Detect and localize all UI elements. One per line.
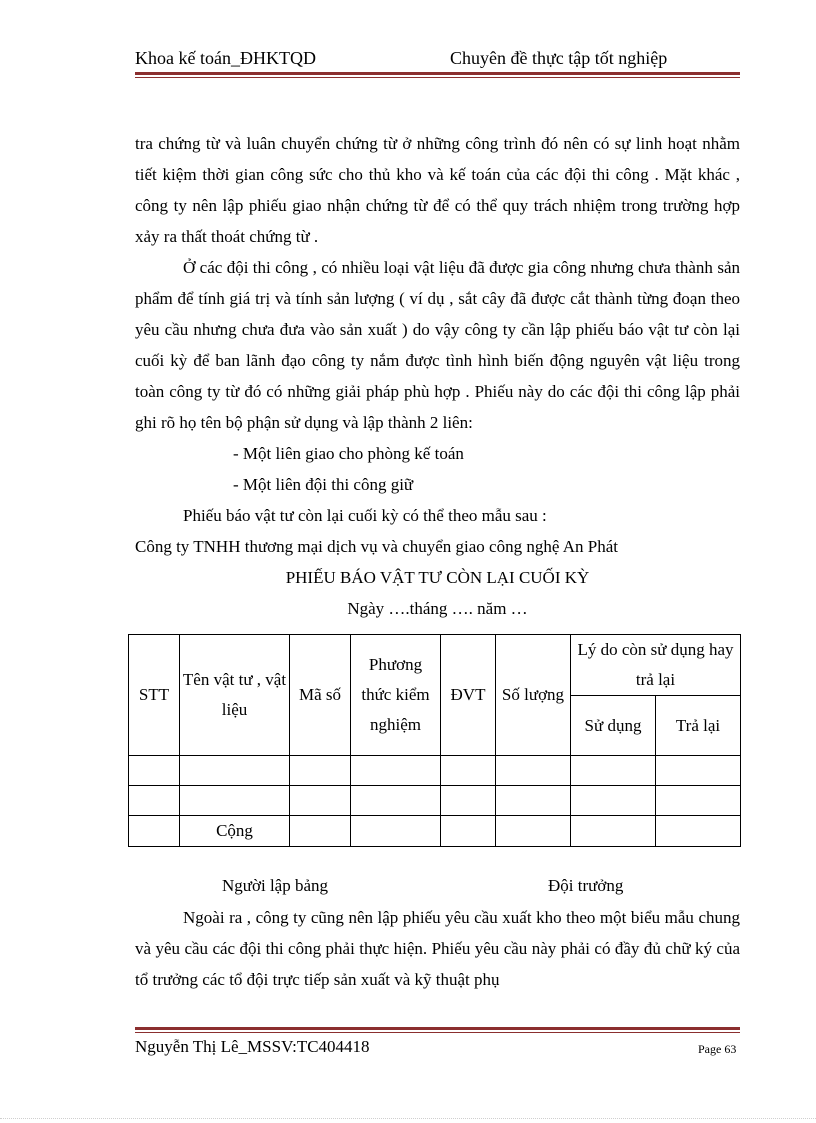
company-name: Công ty TNHH thương mại dịch vụ và chuyển giao công nghệ An Phát xyxy=(135,537,618,556)
table-row xyxy=(129,756,741,786)
paragraph-4: Ngoài ra , công ty cũng nên lập phiếu yêu cầu xuất kho theo một biểu mẫu chung và yêu cầu các đội thi công phải thực hiện. Phiếu yêu cầu này phải có đầy đủ chữ ký của tổ trưởng các tổ đội trực tiếp sản xuất và kỹ thuật phụ xyxy=(135,908,740,989)
paragraph-1: tra chứng từ và luân chuyển chứng từ ở những công trình đó nên có sự linh hoạt nhằm tiết kiệm thời gian công sức cho thủ kho và kế toán của các đội thi công . Mặt khác , công ty nên lập phiếu giao nhận chứng từ để có thể quy trách nhiệm trong trường hợp xảy ra thất thoát chứng từ . xyxy=(135,134,740,246)
header-rule-thin xyxy=(135,77,740,78)
header-rule-thick xyxy=(135,72,740,75)
header-faculty: Khoa kế toán_ĐHKTQD xyxy=(135,48,316,68)
signature-team-leader: Đội trưởng xyxy=(548,876,624,895)
col-material-name: Tên vật tư , vật liệu xyxy=(180,635,290,756)
page-edge-divider xyxy=(0,1118,816,1119)
footer-rule-thick xyxy=(135,1027,740,1030)
bullet-item-1: - Một liên giao cho phòng kế toán xyxy=(233,444,464,463)
form-title: PHIẾU BÁO VẬT TƯ CÒN LẠI CUỐI KỲ xyxy=(285,568,590,587)
col-returned: Trả lại xyxy=(656,696,741,756)
col-stt: STT xyxy=(129,635,180,756)
footer-author: Nguyễn Thị Lê_MSSV:TC404418 xyxy=(135,1037,370,1056)
table-total-row xyxy=(129,816,741,847)
form-date-line: Ngày ….tháng …. năm … xyxy=(347,599,528,618)
main-body-continued xyxy=(135,902,740,995)
main-body xyxy=(135,128,740,624)
footer-rule-thin xyxy=(135,1032,740,1033)
col-reason: Lý do còn sử dụng hay trả lại xyxy=(571,635,741,696)
col-inspection-method: Phương thức kiểm nghiệm xyxy=(351,635,441,756)
col-quantity: Số lượng xyxy=(496,635,571,756)
header-title: Chuyên đề thực tập tốt nghiệp xyxy=(450,48,668,68)
col-unit: ĐVT xyxy=(441,635,496,756)
table-row xyxy=(129,786,741,816)
table-header-row xyxy=(129,635,741,696)
bullet-item-2: - Một liên đội thi công giữ xyxy=(233,475,414,494)
paragraph-3: Phiếu báo vật tư còn lại cuối kỳ có thể theo mẫu sau : xyxy=(183,506,547,525)
col-code: Mã số xyxy=(290,635,351,756)
paragraph-2: Ở các đội thi công , có nhiều loại vật liệu đã được gia công nhưng chưa thành sản phẩm để tính giá trị và tính sản lượng ( ví dụ , sắt cây đã được cắt thành từng đoạn theo yêu cầu nhưng chưa đưa vào sản xuất ) do vậy công ty cần lập phiếu báo vật tư còn lại cuối kỳ để ban lãnh đạo công ty nắm được tình hình biến động nguyên vật liệu trong toàn công ty từ đó có những giải pháp phù hợp . Phiếu này do các đội thi công lập phải ghi rõ họ tên bộ phận sử dụng và lập thành 2 liên: xyxy=(135,258,740,432)
col-in-use: Sử dụng xyxy=(571,696,656,756)
page-header xyxy=(135,48,740,72)
signature-preparer: Người lập bảng xyxy=(222,876,329,895)
inventory-report-table xyxy=(128,634,741,847)
page-number: Page 63 xyxy=(698,1042,737,1056)
total-label: Cộng xyxy=(180,816,290,847)
